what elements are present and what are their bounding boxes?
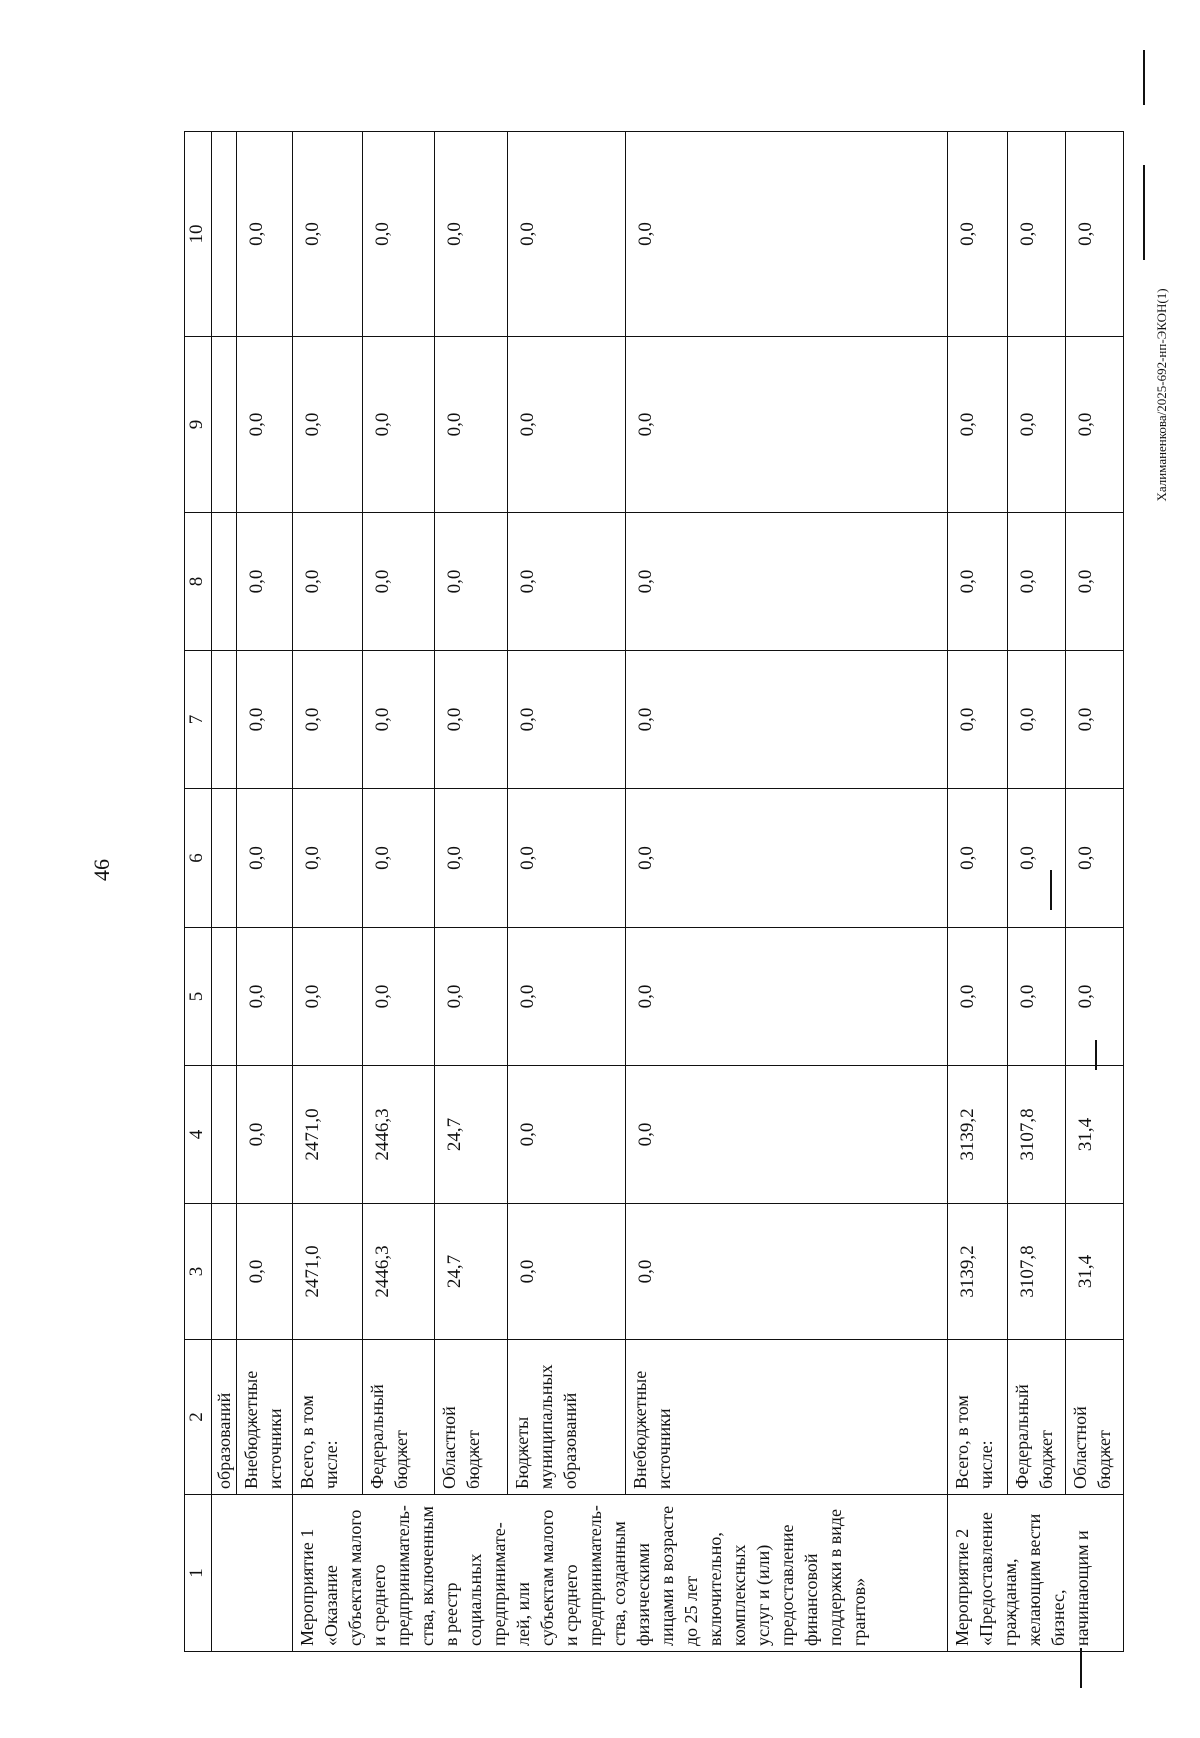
margin-line xyxy=(1080,1648,1082,1688)
source-cell: Внебюджетные источники xyxy=(237,1340,293,1495)
value-cell: 0,0 xyxy=(293,132,363,337)
value-cell: 0,0 xyxy=(1066,337,1124,513)
value-cell: 0,0 xyxy=(1008,132,1066,337)
measure-2-name: Мероприятие 2 «Предоставление гражданам, желающим вести бизнес, начинающим и xyxy=(948,1495,1124,1652)
source-cell: Бюджеты муниципальных образований xyxy=(508,1340,626,1495)
value-cell: 0,0 xyxy=(363,789,435,928)
measure-1-name: Мероприятие 1 «Оказание субъектам малого и среднего предприниматель-ства, включенным в реестр социальных предпринимате-лей, или субъектам малого и среднего предприниматель-ства, созданным физическими лицами в возрасте до 25 лет включительно, комплексных услуг и (или) предоставление финансовой поддержки в виде грантов» xyxy=(293,1495,948,1652)
value-cell: 0,0 xyxy=(363,651,435,789)
value-cell: 0,0 xyxy=(626,1066,948,1204)
value-cell: 0,0 xyxy=(237,513,293,651)
value-cell: 0,0 xyxy=(363,928,435,1066)
header-cell: 8 xyxy=(185,513,212,651)
header-row xyxy=(185,132,212,1652)
header-cell: 4 xyxy=(185,1066,212,1204)
value-cell: 0,0 xyxy=(508,1204,626,1340)
value-cell: 0,0 xyxy=(435,651,508,789)
value-cell xyxy=(212,789,237,928)
header-cell: 10 xyxy=(185,132,212,337)
value-cell: 0,0 xyxy=(293,928,363,1066)
table-row xyxy=(363,132,435,1652)
value-cell: 0,0 xyxy=(626,651,948,789)
source-cell: образований xyxy=(212,1340,237,1495)
value-cell: 0,0 xyxy=(237,928,293,1066)
value-cell: 3107,8 xyxy=(1008,1066,1066,1204)
value-cell: 0,0 xyxy=(508,928,626,1066)
header-cell: 5 xyxy=(185,928,212,1066)
source-cell: Областной бюджет xyxy=(435,1340,508,1495)
value-cell: 0,0 xyxy=(626,337,948,513)
value-cell: 0,0 xyxy=(237,132,293,337)
value-cell: 0,0 xyxy=(363,337,435,513)
value-cell xyxy=(212,928,237,1066)
value-cell: 0,0 xyxy=(1066,651,1124,789)
header-cell: 2 xyxy=(185,1340,212,1495)
value-cell: 0,0 xyxy=(237,337,293,513)
value-cell xyxy=(212,513,237,651)
table-row xyxy=(212,132,237,1652)
value-cell: 24,7 xyxy=(435,1204,508,1340)
value-cell xyxy=(212,1204,237,1340)
value-cell: 0,0 xyxy=(237,1066,293,1204)
value-cell: 0,0 xyxy=(1066,513,1124,651)
value-cell: 0,0 xyxy=(435,789,508,928)
value-cell: 0,0 xyxy=(508,789,626,928)
funding-table-rotated xyxy=(184,132,1114,1652)
value-cell: 0,0 xyxy=(626,928,948,1066)
table-row xyxy=(237,132,293,1652)
table-row xyxy=(435,132,508,1652)
footer-code: Халиманенкова/2025-692-нп-ЭКОН(1) xyxy=(1154,288,1169,502)
value-cell: 0,0 xyxy=(1066,789,1124,928)
margin-line xyxy=(1143,165,1145,260)
source-cell: Федеральный бюджет xyxy=(363,1340,435,1495)
value-cell: 0,0 xyxy=(293,513,363,651)
table-row xyxy=(626,132,948,1652)
value-cell: 0,0 xyxy=(1066,928,1124,1066)
table-row xyxy=(293,132,363,1652)
value-cell: 24,7 xyxy=(435,1066,508,1204)
value-cell xyxy=(212,337,237,513)
value-cell: 0,0 xyxy=(363,513,435,651)
value-cell: 0,0 xyxy=(237,651,293,789)
value-cell: 0,0 xyxy=(508,132,626,337)
table-row xyxy=(508,132,626,1652)
value-cell: 3139,2 xyxy=(948,1204,1008,1340)
value-cell: 0,0 xyxy=(293,337,363,513)
value-cell xyxy=(212,651,237,789)
margin-line xyxy=(1143,50,1145,105)
value-cell: 0,0 xyxy=(293,651,363,789)
value-cell: 0,0 xyxy=(948,513,1008,651)
value-cell: 0,0 xyxy=(948,337,1008,513)
value-cell xyxy=(212,1066,237,1204)
source-cell: Всего, в том числе: xyxy=(293,1340,363,1495)
value-cell: 0,0 xyxy=(435,513,508,651)
header-cell: 3 xyxy=(185,1204,212,1340)
value-cell: 0,0 xyxy=(948,651,1008,789)
value-cell: 0,0 xyxy=(1008,928,1066,1066)
value-cell: 0,0 xyxy=(1008,789,1066,928)
value-cell: 0,0 xyxy=(626,789,948,928)
value-cell: 31,4 xyxy=(1066,1066,1124,1204)
value-cell: 0,0 xyxy=(508,513,626,651)
value-cell: 0,0 xyxy=(626,132,948,337)
page-number: 46 xyxy=(89,859,114,881)
value-cell: 0,0 xyxy=(508,337,626,513)
value-cell: 0,0 xyxy=(508,651,626,789)
value-cell: 0,0 xyxy=(1008,337,1066,513)
value-cell: 3107,8 xyxy=(1008,1204,1066,1340)
value-cell: 0,0 xyxy=(237,1204,293,1340)
value-cell xyxy=(212,132,237,337)
table-row xyxy=(1008,132,1066,1652)
value-cell: 0,0 xyxy=(435,132,508,337)
value-cell: 31,4 xyxy=(1066,1204,1124,1340)
header-cell: 9 xyxy=(185,337,212,513)
value-cell: 0,0 xyxy=(435,337,508,513)
value-cell: 0,0 xyxy=(435,928,508,1066)
header-cell: 1 xyxy=(185,1495,212,1652)
source-cell: Внебюджетные источники xyxy=(626,1340,948,1495)
prev-measure-cell xyxy=(212,1495,293,1652)
header-cell: 7 xyxy=(185,651,212,789)
funding-table xyxy=(184,131,1124,1652)
source-cell: Областной бюджет xyxy=(1066,1340,1124,1495)
table-row xyxy=(948,132,1008,1652)
value-cell: 0,0 xyxy=(508,1066,626,1204)
table-row xyxy=(1066,132,1124,1652)
value-cell: 2446,3 xyxy=(363,1204,435,1340)
value-cell: 3139,2 xyxy=(948,1066,1008,1204)
value-cell: 0,0 xyxy=(948,789,1008,928)
header-cell: 6 xyxy=(185,789,212,928)
value-cell: 2446,3 xyxy=(363,1066,435,1204)
value-cell: 0,0 xyxy=(363,132,435,337)
value-cell: 0,0 xyxy=(626,1204,948,1340)
value-cell: 0,0 xyxy=(626,513,948,651)
value-cell: 0,0 xyxy=(1008,651,1066,789)
value-cell: 0,0 xyxy=(293,789,363,928)
source-cell: Всего, в том числе: xyxy=(948,1340,1008,1495)
value-cell: 0,0 xyxy=(1008,513,1066,651)
value-cell: 0,0 xyxy=(948,132,1008,337)
source-cell: Федеральный бюджет xyxy=(1008,1340,1066,1495)
value-cell: 0,0 xyxy=(1066,132,1124,337)
value-cell: 0,0 xyxy=(948,928,1008,1066)
value-cell: 2471,0 xyxy=(293,1204,363,1340)
value-cell: 2471,0 xyxy=(293,1066,363,1204)
value-cell: 0,0 xyxy=(237,789,293,928)
